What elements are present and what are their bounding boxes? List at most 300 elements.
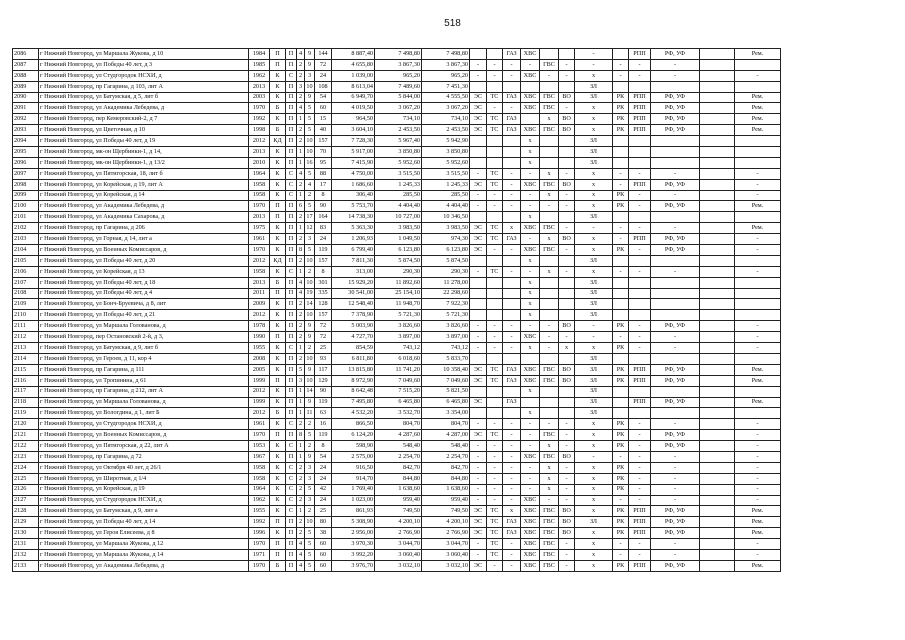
cell-blank bbox=[700, 560, 735, 571]
cell-sewage: ВО bbox=[559, 125, 575, 136]
cell-hot-water: х bbox=[540, 462, 559, 473]
cell-residential-area: 959,40 bbox=[375, 495, 422, 506]
cell-basement bbox=[629, 408, 651, 419]
cell-repair-type bbox=[735, 147, 781, 158]
cell-cold-water: х bbox=[521, 408, 540, 419]
cell-basement: - bbox=[629, 484, 651, 495]
cell-hot-water: ГВС bbox=[540, 549, 559, 560]
cell-address: г Нижний Новгород, ул Пятигорская, д 22, лит А bbox=[39, 441, 249, 452]
cell-hot-water bbox=[540, 277, 559, 288]
cell-blank bbox=[700, 539, 735, 550]
cell-basement bbox=[629, 288, 651, 299]
cell-cold-water bbox=[521, 397, 540, 408]
cell-floors: 9 bbox=[305, 59, 315, 70]
cell-blank bbox=[700, 70, 735, 81]
cell-basement: РПП bbox=[629, 103, 651, 114]
cell-heating: - bbox=[487, 190, 503, 201]
cell-roof: ЗЛ bbox=[575, 353, 613, 364]
cell-apartments: 164 bbox=[315, 212, 332, 223]
cell-floors: 3 bbox=[305, 462, 315, 473]
cell-hot-water bbox=[540, 299, 559, 310]
cell-row-number: 2109 bbox=[13, 299, 39, 310]
cell-building-type: П bbox=[286, 528, 297, 539]
cell-residential-area: 2 453,50 bbox=[375, 125, 422, 136]
cell-sewage: ВО bbox=[559, 364, 575, 375]
cell-apartments: 16 bbox=[315, 419, 332, 430]
cell-building-type: П bbox=[286, 430, 297, 441]
cell-entrances: 3 bbox=[297, 81, 305, 92]
cell-address: г Нижний Новгород, пр Гагарина, д 111 bbox=[39, 364, 249, 375]
cell-entrances: 1 bbox=[297, 451, 305, 462]
cell-residential-area: 3 044,70 bbox=[375, 539, 422, 550]
cell-blank bbox=[700, 332, 735, 343]
cell-basement: РПП bbox=[629, 179, 651, 190]
cell-private-area: 5 952,60 bbox=[422, 157, 470, 168]
cell-roof: ЗЛ bbox=[575, 397, 613, 408]
cell-entrances: 1 bbox=[297, 157, 305, 168]
cell-wall-material: К bbox=[270, 310, 286, 321]
cell-gas: ГАЗ bbox=[503, 49, 521, 60]
cell-facade bbox=[651, 353, 700, 364]
cell-floors: 2 bbox=[305, 419, 315, 430]
cell-elevator-repair: РК bbox=[613, 484, 629, 495]
cell-total-area: 1 769,40 bbox=[332, 484, 375, 495]
cell-sewage: - bbox=[559, 190, 575, 201]
cell-address: г Нижний Новгород, ул Победы 40 лет, д 18 bbox=[39, 277, 249, 288]
cell-row-number: 2092 bbox=[13, 114, 39, 125]
cell-electricity bbox=[470, 386, 487, 397]
cell-hot-water: ГВС bbox=[540, 528, 559, 539]
cell-building-type: С bbox=[286, 473, 297, 484]
cell-roof: х bbox=[575, 430, 613, 441]
cell-elevator-repair: РК bbox=[613, 441, 629, 452]
cell-blank bbox=[700, 266, 735, 277]
cell-electricity bbox=[470, 136, 487, 147]
cell-address: г Нижний Новгород, ул Батумская, д 5, лит б bbox=[39, 92, 249, 103]
cell-address: г Нижний Новгород, ул Маршала Жукова, д 10 bbox=[39, 49, 249, 60]
cell-elevator-repair: - bbox=[613, 168, 629, 179]
cell-floors: 10 bbox=[305, 81, 315, 92]
cell-electricity: - bbox=[470, 451, 487, 462]
cell-building-type: П bbox=[286, 549, 297, 560]
cell-sewage: - bbox=[559, 245, 575, 256]
cell-hot-water: ГВС bbox=[540, 179, 559, 190]
cell-wall-material: К bbox=[270, 506, 286, 517]
cell-cold-water: - bbox=[521, 321, 540, 332]
cell-cold-water: ХВС bbox=[521, 223, 540, 234]
cell-building-type: П bbox=[286, 92, 297, 103]
cell-address: г Нижний Новгород, ул Вологдина, д 1, лит Б bbox=[39, 408, 249, 419]
cell-electricity: ЭС bbox=[470, 92, 487, 103]
cell-year: 1970 bbox=[249, 103, 270, 114]
cell-heating: - bbox=[487, 70, 503, 81]
cell-building-type: П bbox=[286, 147, 297, 158]
cell-entrances: 2 bbox=[297, 125, 305, 136]
cell-row-number: 2114 bbox=[13, 353, 39, 364]
cell-elevator-repair: РК bbox=[613, 364, 629, 375]
cell-sewage: ВО bbox=[559, 517, 575, 528]
cell-facade: - bbox=[651, 539, 700, 550]
cell-roof: х bbox=[575, 125, 613, 136]
cell-building-type: П bbox=[286, 408, 297, 419]
cell-floors: 9 bbox=[305, 49, 315, 60]
cell-repair-type bbox=[735, 277, 781, 288]
cell-sewage bbox=[559, 212, 575, 223]
cell-residential-area: 6 123,80 bbox=[375, 245, 422, 256]
cell-wall-material: К bbox=[270, 321, 286, 332]
cell-apartments: 119 bbox=[315, 397, 332, 408]
cell-building-type: П bbox=[286, 201, 297, 212]
cell-electricity bbox=[470, 255, 487, 266]
cell-building-type: П bbox=[286, 125, 297, 136]
cell-heating: - bbox=[487, 451, 503, 462]
cell-private-area: 974,30 bbox=[422, 234, 470, 245]
cell-total-area: 2 956,00 bbox=[332, 528, 375, 539]
cell-electricity bbox=[470, 310, 487, 321]
cell-floors: 10 bbox=[305, 517, 315, 528]
cell-year: 1970 bbox=[249, 245, 270, 256]
cell-total-area: 4 655,80 bbox=[332, 59, 375, 70]
cell-building-type: С bbox=[286, 190, 297, 201]
cell-sewage: - bbox=[559, 223, 575, 234]
cell-hot-water bbox=[540, 136, 559, 147]
cell-gas: - bbox=[503, 168, 521, 179]
table-row bbox=[13, 539, 781, 550]
cell-facade bbox=[651, 136, 700, 147]
cell-gas bbox=[503, 277, 521, 288]
cell-year: 1962 bbox=[249, 70, 270, 81]
cell-entrances: 2 bbox=[297, 179, 305, 190]
cell-apartments: 83 bbox=[315, 223, 332, 234]
cell-total-area: 1 039,00 bbox=[332, 70, 375, 81]
cell-repair-type bbox=[735, 212, 781, 223]
cell-basement: - bbox=[629, 266, 651, 277]
cell-elevator-repair: РК bbox=[613, 473, 629, 484]
table-row bbox=[13, 49, 781, 60]
cell-elevator-repair: РК bbox=[613, 560, 629, 571]
cell-total-area: 914,70 bbox=[332, 473, 375, 484]
cell-apartments: 301 bbox=[315, 277, 332, 288]
cell-facade: РФ, УФ bbox=[651, 49, 700, 60]
cell-total-area: 964,50 bbox=[332, 114, 375, 125]
cell-blank bbox=[700, 549, 735, 560]
cell-apartments: 95 bbox=[315, 157, 332, 168]
cell-address: г Нижний Новгород, ул Пятигорская, 18, лит б bbox=[39, 168, 249, 179]
cell-wall-material: К bbox=[270, 473, 286, 484]
cell-building-type: П bbox=[286, 81, 297, 92]
cell-hot-water: - bbox=[540, 332, 559, 343]
cell-apartments: 80 bbox=[315, 517, 332, 528]
cell-roof: - bbox=[575, 59, 613, 70]
cell-heating bbox=[487, 397, 503, 408]
cell-address: г Нижний Новгород, ул Бонч-Бруевича, д 8, лит bbox=[39, 299, 249, 310]
cell-address: г Нижний Новгород, ул Победы 40 лет, д 21 bbox=[39, 310, 249, 321]
cell-elevator-repair bbox=[613, 397, 629, 408]
cell-total-area: 15 929,20 bbox=[332, 277, 375, 288]
cell-repair-type bbox=[735, 408, 781, 419]
cell-roof: ЗЛ bbox=[575, 212, 613, 223]
cell-address: г Нижний Новгород, ул Октября 40 лет, д 26/1 bbox=[39, 462, 249, 473]
table-row bbox=[13, 495, 781, 506]
cell-floors: 12 bbox=[305, 223, 315, 234]
cell-wall-material: К bbox=[270, 495, 286, 506]
cell-elevator-repair: РК bbox=[613, 114, 629, 125]
cell-facade: - bbox=[651, 462, 700, 473]
cell-private-area: 6 123,80 bbox=[422, 245, 470, 256]
cell-repair-type bbox=[735, 353, 781, 364]
cell-private-area: 10 346,50 bbox=[422, 212, 470, 223]
cell-apartments: 90 bbox=[315, 201, 332, 212]
cell-building-type: П bbox=[286, 114, 297, 125]
cell-blank bbox=[700, 353, 735, 364]
cell-residential-area: 3 032,10 bbox=[375, 560, 422, 571]
cell-apartments: 129 bbox=[315, 375, 332, 386]
cell-facade: РФ, УФ bbox=[651, 528, 700, 539]
cell-cold-water: ХВС bbox=[521, 495, 540, 506]
cell-address: г Нижний Новгород, ул Военных Комиссаров, д bbox=[39, 430, 249, 441]
cell-entrances: 1 bbox=[297, 223, 305, 234]
cell-cold-water: - bbox=[521, 441, 540, 452]
cell-floors: 10 bbox=[305, 353, 315, 364]
cell-address: г Нижний Новгород, ул Батумская, д 9, лит а bbox=[39, 506, 249, 517]
cell-total-area: 13 815,80 bbox=[332, 364, 375, 375]
cell-apartments: 8 bbox=[315, 441, 332, 452]
cell-electricity: ЭС bbox=[470, 179, 487, 190]
cell-basement: - bbox=[629, 430, 651, 441]
cell-basement: - bbox=[629, 473, 651, 484]
cell-wall-material: П bbox=[270, 288, 286, 299]
table-row bbox=[13, 201, 781, 212]
cell-facade bbox=[651, 299, 700, 310]
cell-year: 1958 bbox=[249, 266, 270, 277]
cell-elevator-repair: - bbox=[613, 234, 629, 245]
cell-sewage: ВО bbox=[559, 506, 575, 517]
cell-cold-water: х bbox=[521, 136, 540, 147]
cell-roof: х bbox=[575, 168, 613, 179]
table-row bbox=[13, 190, 781, 201]
cell-apartments: 24 bbox=[315, 473, 332, 484]
cell-apartments: 54 bbox=[315, 451, 332, 462]
cell-entrances: 4 bbox=[297, 49, 305, 60]
cell-row-number: 2090 bbox=[13, 92, 39, 103]
cell-building-type: П bbox=[286, 245, 297, 256]
cell-year: 1978 bbox=[249, 321, 270, 332]
cell-total-area: 1 686,60 bbox=[332, 179, 375, 190]
cell-gas: - bbox=[503, 539, 521, 550]
cell-row-number: 2086 bbox=[13, 49, 39, 60]
cell-wall-material: К bbox=[270, 528, 286, 539]
cell-row-number: 2127 bbox=[13, 495, 39, 506]
cell-blank bbox=[700, 92, 735, 103]
cell-year: 1953 bbox=[249, 441, 270, 452]
cell-address: г Нижний Новгород, мк-он Щербинки-1, д 13/2 bbox=[39, 157, 249, 168]
cell-address: г Нижний Новгород, ул Героев, д 11, кор 4 bbox=[39, 353, 249, 364]
cell-hot-water: ГВС bbox=[540, 517, 559, 528]
cell-heating bbox=[487, 157, 503, 168]
cell-electricity bbox=[470, 408, 487, 419]
cell-apartments: 70 bbox=[315, 147, 332, 158]
cell-floors: 2 bbox=[305, 343, 315, 354]
cell-apartments: 60 bbox=[315, 549, 332, 560]
cell-wall-material: Б bbox=[270, 277, 286, 288]
cell-cold-water: ХВС bbox=[521, 364, 540, 375]
cell-roof: х bbox=[575, 539, 613, 550]
cell-sewage: ВО bbox=[559, 321, 575, 332]
cell-hot-water bbox=[540, 397, 559, 408]
table-row bbox=[13, 343, 781, 354]
cell-sewage bbox=[559, 353, 575, 364]
cell-sewage bbox=[559, 147, 575, 158]
cell-row-number: 2099 bbox=[13, 190, 39, 201]
cell-hot-water: ГВС bbox=[540, 430, 559, 441]
table-row bbox=[13, 549, 781, 560]
cell-residential-area: 7 498,80 bbox=[375, 49, 422, 60]
cell-roof: х bbox=[575, 441, 613, 452]
cell-entrances: 2 bbox=[297, 332, 305, 343]
cell-basement bbox=[629, 81, 651, 92]
table-row bbox=[13, 125, 781, 136]
cell-address: г Нижний Новгород, ул Победы 40 лет, д 14 bbox=[39, 517, 249, 528]
cell-sewage: - bbox=[559, 103, 575, 114]
cell-apartments: 24 bbox=[315, 70, 332, 81]
cell-gas: - bbox=[503, 495, 521, 506]
cell-total-area: 3 992,20 bbox=[332, 549, 375, 560]
cell-year: 1992 bbox=[249, 517, 270, 528]
cell-facade: - bbox=[651, 419, 700, 430]
cell-entrances: 2 bbox=[297, 234, 305, 245]
cell-entrances: 2 bbox=[297, 321, 305, 332]
cell-heating: - bbox=[487, 473, 503, 484]
cell-roof: х bbox=[575, 179, 613, 190]
cell-apartments: 157 bbox=[315, 255, 332, 266]
cell-private-area: 3 826,60 bbox=[422, 321, 470, 332]
cell-private-area: 5 942,90 bbox=[422, 136, 470, 147]
cell-facade: РФ, УФ bbox=[651, 397, 700, 408]
cell-address: г Нижний Новгород, ул Военных Комиссаров, д bbox=[39, 245, 249, 256]
cell-apartments: 24 bbox=[315, 234, 332, 245]
cell-private-area: 844,80 bbox=[422, 473, 470, 484]
cell-facade bbox=[651, 310, 700, 321]
cell-private-area: 4 200,10 bbox=[422, 517, 470, 528]
cell-total-area: 8 642,48 bbox=[332, 386, 375, 397]
cell-wall-material: К bbox=[270, 168, 286, 179]
cell-electricity: ЭС bbox=[470, 125, 487, 136]
cell-heating: ТС bbox=[487, 114, 503, 125]
cell-apartments: 24 bbox=[315, 462, 332, 473]
cell-year: 2012 bbox=[249, 255, 270, 266]
cell-elevator-repair bbox=[613, 136, 629, 147]
cell-elevator-repair bbox=[613, 299, 629, 310]
cell-apartments: 40 bbox=[315, 125, 332, 136]
cell-private-area: 4 404,40 bbox=[422, 201, 470, 212]
cell-entrances: 4 bbox=[297, 168, 305, 179]
cell-heating bbox=[487, 386, 503, 397]
cell-basement: - bbox=[629, 462, 651, 473]
cell-elevator-repair bbox=[613, 147, 629, 158]
cell-basement: - bbox=[629, 70, 651, 81]
cell-repair-type: - bbox=[735, 495, 781, 506]
cell-year: 1970 bbox=[249, 201, 270, 212]
cell-repair-type: Рем. bbox=[735, 125, 781, 136]
cell-basement: РПП bbox=[629, 114, 651, 125]
cell-residential-area: 548,40 bbox=[375, 441, 422, 452]
cell-private-area: 3 354,00 bbox=[422, 408, 470, 419]
cell-year: 1961 bbox=[249, 419, 270, 430]
cell-wall-material: К bbox=[270, 114, 286, 125]
cell-blank bbox=[700, 179, 735, 190]
cell-residential-area: 2 766,90 bbox=[375, 528, 422, 539]
table-row bbox=[13, 168, 781, 179]
cell-roof: ЗЛ bbox=[575, 81, 613, 92]
cell-wall-material: К bbox=[270, 343, 286, 354]
cell-roof: х bbox=[575, 266, 613, 277]
cell-private-area: 3 515,50 bbox=[422, 168, 470, 179]
cell-roof: - bbox=[575, 332, 613, 343]
cell-basement: РПП bbox=[629, 125, 651, 136]
cell-residential-area: 1 245,33 bbox=[375, 179, 422, 190]
cell-sewage: - bbox=[559, 430, 575, 441]
cell-wall-material: Б bbox=[270, 103, 286, 114]
cell-entrances: 4 bbox=[297, 539, 305, 550]
cell-cold-water: - bbox=[521, 430, 540, 441]
cell-facade bbox=[651, 157, 700, 168]
cell-private-area: 3 067,20 bbox=[422, 103, 470, 114]
cell-facade: - bbox=[651, 495, 700, 506]
cell-entrances: 1 bbox=[297, 190, 305, 201]
cell-address: г Нижний Новгород, ул Студгородок НСХИ, д bbox=[39, 419, 249, 430]
cell-year: 1970 bbox=[249, 539, 270, 550]
cell-total-area: 3 976,70 bbox=[332, 560, 375, 571]
cell-electricity: ЭС bbox=[470, 397, 487, 408]
table-row bbox=[13, 364, 781, 375]
cell-floors: 9 bbox=[305, 364, 315, 375]
cell-electricity: ЭС bbox=[470, 364, 487, 375]
cell-year: 1958 bbox=[249, 179, 270, 190]
cell-facade: РФ, УФ bbox=[651, 430, 700, 441]
cell-electricity: ЭС bbox=[470, 234, 487, 245]
cell-residential-area: 1 049,50 bbox=[375, 234, 422, 245]
cell-entrances: 2 bbox=[297, 495, 305, 506]
table-row bbox=[13, 441, 781, 452]
cell-residential-area: 4 404,40 bbox=[375, 201, 422, 212]
cell-heating: ТС bbox=[487, 539, 503, 550]
cell-total-area: 5 308,90 bbox=[332, 517, 375, 528]
cell-row-number: 2113 bbox=[13, 343, 39, 354]
cell-row-number: 2089 bbox=[13, 81, 39, 92]
cell-total-area: 866,50 bbox=[332, 419, 375, 430]
cell-residential-area: 5 874,50 bbox=[375, 255, 422, 266]
cell-cold-water: ХВС bbox=[521, 549, 540, 560]
cell-hot-water: ГВС bbox=[540, 92, 559, 103]
cell-heating bbox=[487, 277, 503, 288]
cell-year: 1961 bbox=[249, 234, 270, 245]
cell-total-area: 12 548,40 bbox=[332, 299, 375, 310]
cell-blank bbox=[700, 168, 735, 179]
cell-total-area: 6 799,40 bbox=[332, 245, 375, 256]
cell-heating: ТС bbox=[487, 364, 503, 375]
cell-floors: 5 bbox=[305, 103, 315, 114]
cell-total-area: 861,93 bbox=[332, 506, 375, 517]
cell-private-area: 3 044,70 bbox=[422, 539, 470, 550]
cell-row-number: 2131 bbox=[13, 539, 39, 550]
cell-repair-type: Рем. bbox=[735, 92, 781, 103]
cell-elevator-repair: - bbox=[613, 549, 629, 560]
cell-cold-water: - bbox=[521, 201, 540, 212]
cell-wall-material: К bbox=[270, 266, 286, 277]
cell-blank bbox=[700, 114, 735, 125]
cell-sewage bbox=[559, 49, 575, 60]
cell-sewage bbox=[559, 157, 575, 168]
